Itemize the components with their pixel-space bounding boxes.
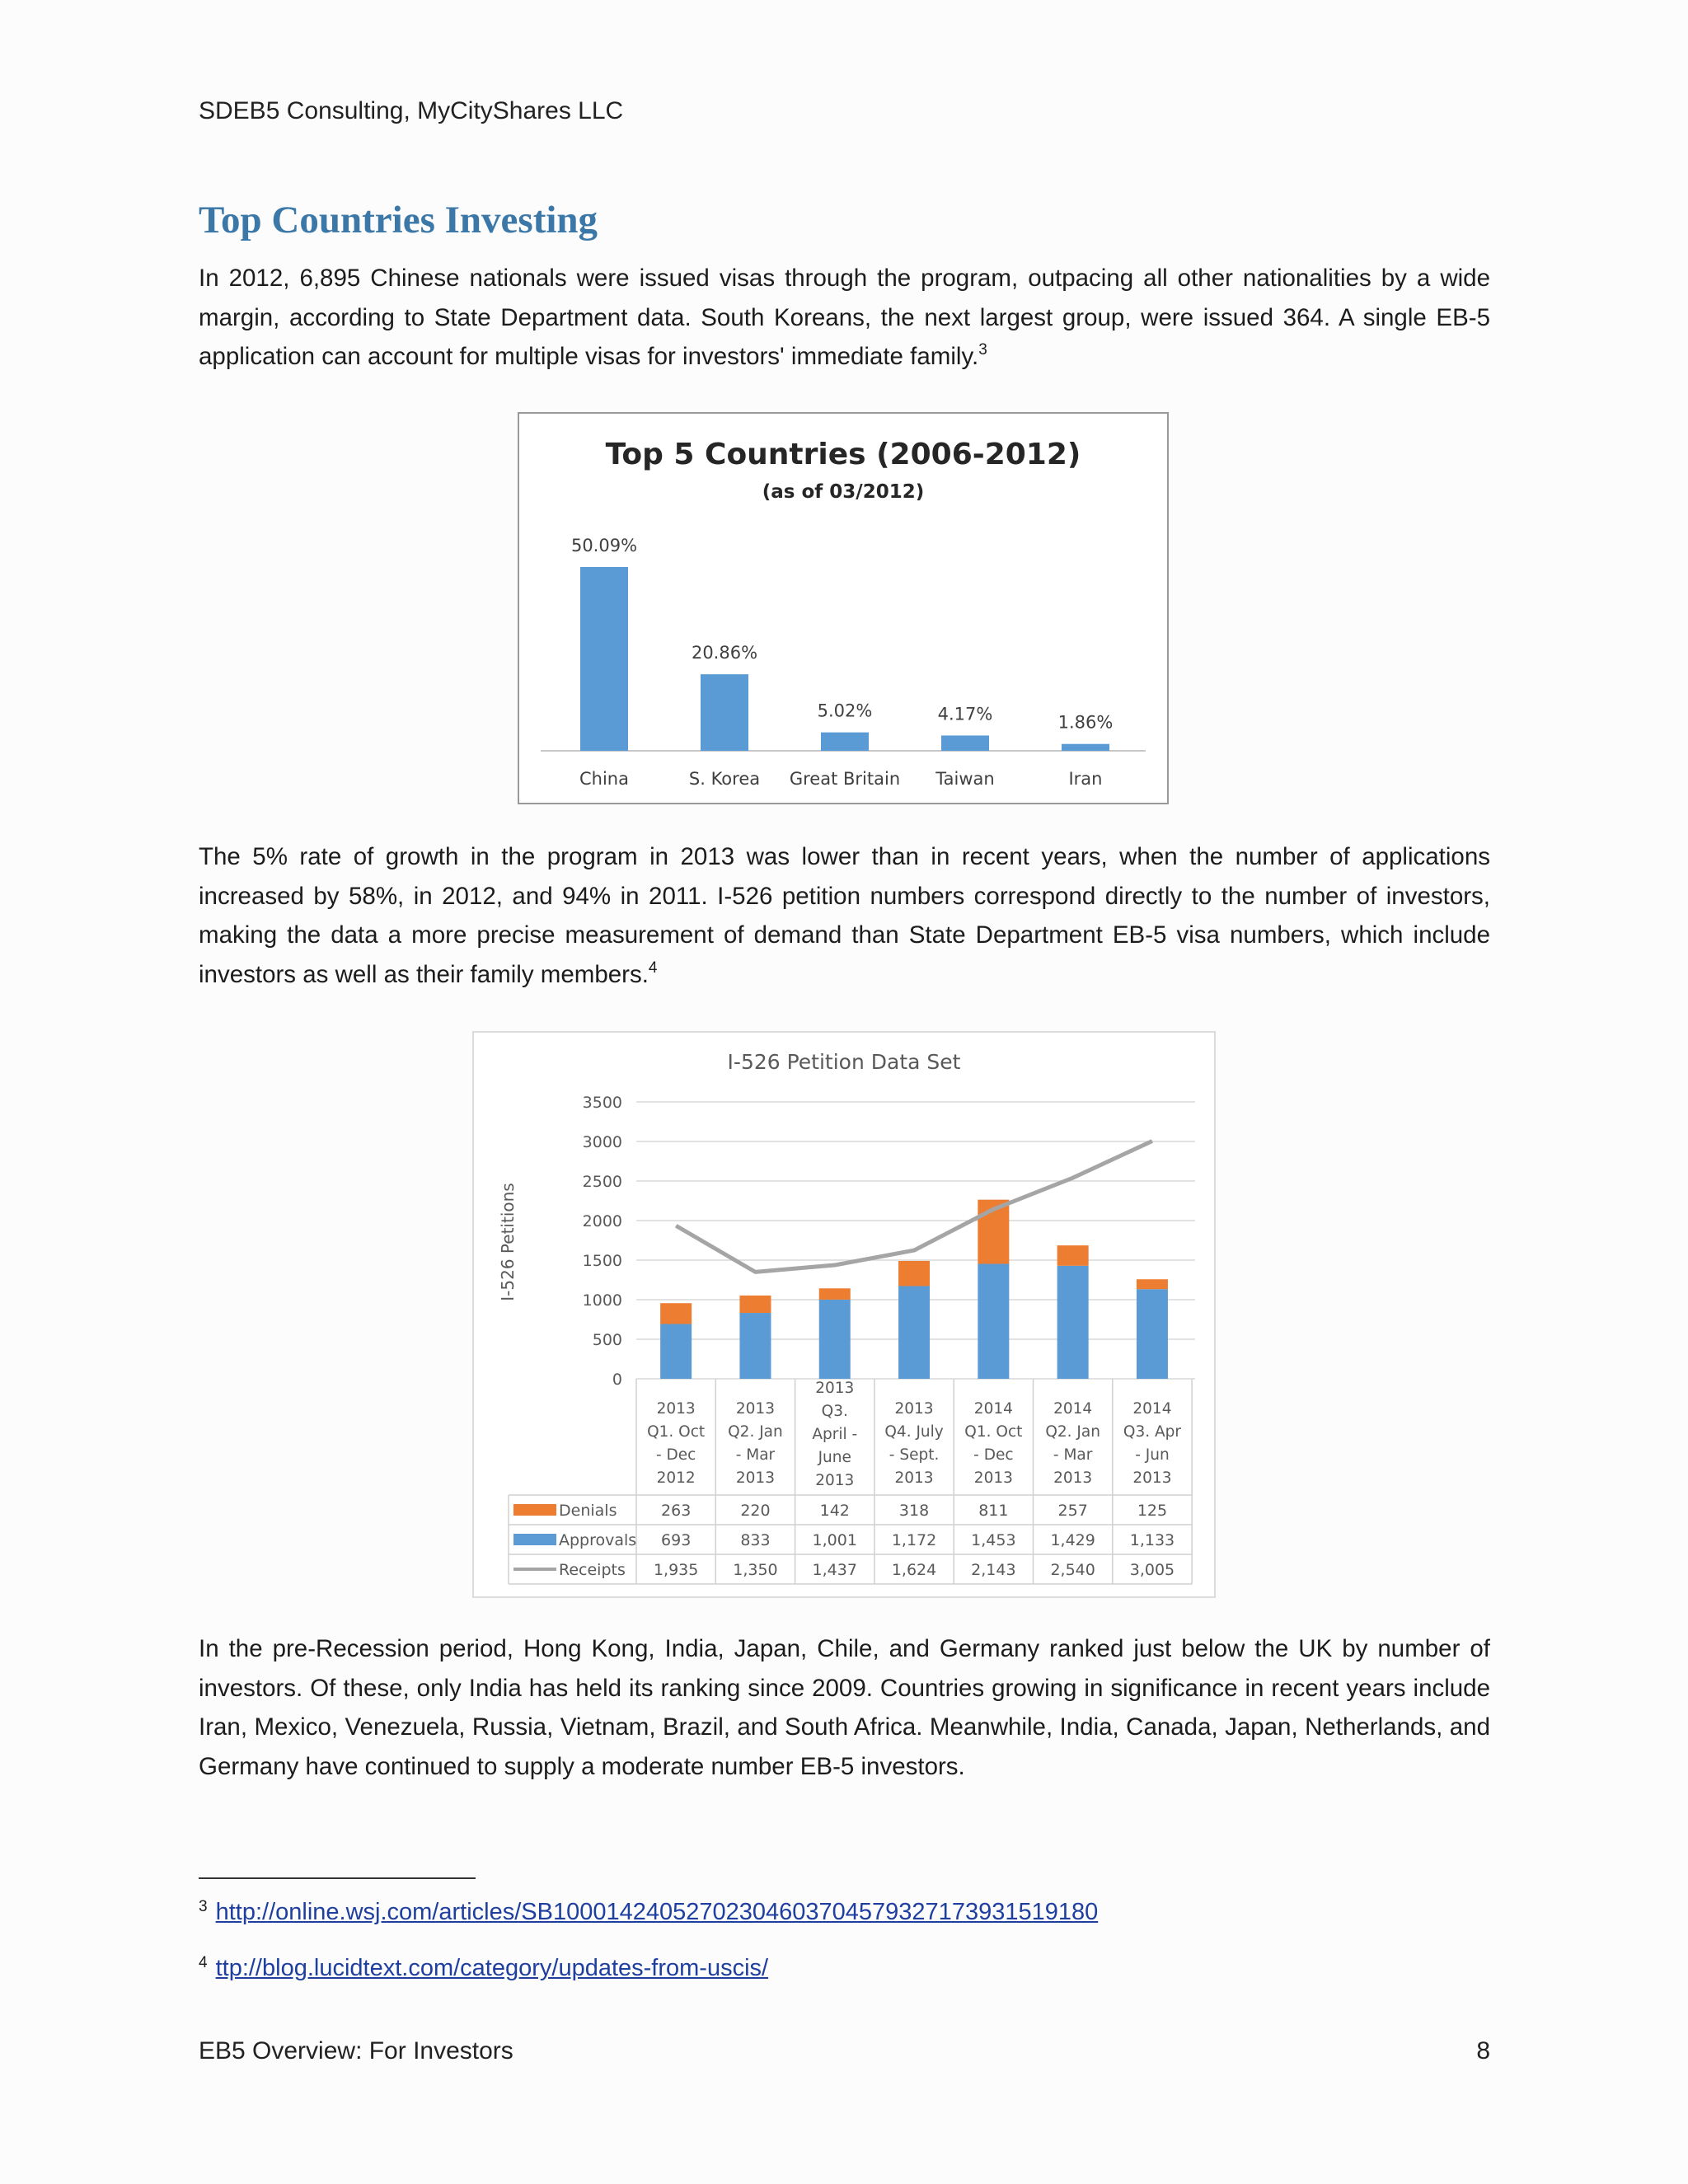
category-label: Q4. July (884, 1423, 944, 1441)
i526-chart-svg (472, 1031, 1216, 1598)
approvals-bar (978, 1264, 1009, 1379)
legend-label-denials: Denials (559, 1502, 617, 1520)
category-label: Q3. Apr (1123, 1423, 1182, 1441)
table-cell-receipts: 1,624 (891, 1561, 937, 1579)
running-header: SDEB5 Consulting, MyCityShares LLC (199, 97, 624, 124)
legend-swatch-approvals (513, 1534, 556, 1545)
legend-swatch-denials (513, 1504, 556, 1516)
category-label: S. Korea (688, 769, 761, 789)
y-tick-label: 2000 (582, 1212, 622, 1230)
category-label: - Jun (1135, 1446, 1170, 1464)
paragraph-top-countries (199, 259, 1490, 377)
paragraph-growth (199, 837, 1490, 994)
table-cell-denials: 257 (1057, 1502, 1088, 1520)
category-label: 2012 (656, 1469, 696, 1487)
table-cell-denials: 263 (661, 1502, 692, 1520)
bar-value-label: 50.09% (570, 536, 638, 555)
table-cell-approvals: 1,453 (971, 1531, 1016, 1549)
paragraph-text: In 2012, 6,895 Chinese nationals were issued visas through the program, outpacing all other nationalities by a wide margin, according to State Department data. South Koreans, the next largest group, were issued 364. A single EB-5 application can account for multiple visas for investors' immediate family. (199, 265, 1490, 370)
footnote-number: 3 (199, 1898, 208, 1915)
category-label: Q2. Jan (1045, 1423, 1100, 1441)
footnote-ref-3[interactable]: 3 (978, 341, 987, 359)
table-cell-denials: 811 (978, 1502, 1009, 1520)
paragraph-text: The 5% rate of growth in the program in 2013 was lower than in recent years, when the number of applications increased by 58%, in 2012, and 94% in 2011. I-526 petition numbers correspond directly to the number of investors, making the data a more precise measurement of demand than State Department EB-5 visa numbers, which include investors as well as their family members. (199, 843, 1490, 988)
category-label: April - (812, 1426, 858, 1443)
approvals-bar (1057, 1266, 1089, 1379)
y-tick-label: 2500 (582, 1173, 622, 1191)
denials-bar (739, 1296, 771, 1313)
denials-bar (819, 1288, 851, 1300)
category-label: - Mar (735, 1446, 776, 1464)
y-tick-label: 1000 (582, 1291, 622, 1310)
category-label: 2013 (1132, 1469, 1172, 1487)
table-cell-denials: 220 (740, 1502, 771, 1520)
category-label: - Dec (655, 1446, 696, 1464)
table-cell-receipts: 3,005 (1129, 1561, 1175, 1579)
table-cell-denials: 318 (898, 1502, 930, 1520)
category-label: - Dec (973, 1446, 1014, 1464)
approvals-bar (739, 1313, 771, 1379)
denials-bar (898, 1261, 930, 1286)
bar-china (580, 567, 628, 751)
top5-chart-svg (518, 412, 1169, 804)
category-label: China (579, 769, 629, 789)
table-cell-receipts: 1,935 (653, 1561, 699, 1579)
running-footer: EB5 Overview: For Investors (199, 2037, 513, 2064)
table-cell-approvals: 693 (661, 1531, 692, 1549)
table-cell-approvals: 1,429 (1050, 1531, 1095, 1549)
category-label: Q1. Oct (647, 1423, 706, 1441)
table-cell-receipts: 2,143 (971, 1561, 1016, 1579)
footnote-divider (199, 1877, 476, 1879)
table-cell-denials: 125 (1137, 1502, 1168, 1520)
approvals-bar (898, 1286, 930, 1379)
category-label: - Mar (1053, 1446, 1093, 1464)
y-tick-label: 3500 (582, 1094, 622, 1112)
bar-taiwan (941, 735, 989, 751)
legend-label-receipts: Receipts (559, 1561, 626, 1579)
y-tick-label: 0 (612, 1371, 622, 1389)
approvals-bar (660, 1324, 692, 1379)
category-label: 2013 (656, 1400, 696, 1418)
category-label: 2013 (894, 1469, 934, 1487)
category-label: Q2. Jan (728, 1423, 783, 1441)
table-cell-approvals: 1,001 (812, 1531, 857, 1549)
category-label: 2013 (735, 1400, 775, 1418)
category-label: 2014 (973, 1400, 1013, 1418)
bar-value-label: 4.17% (937, 704, 993, 724)
approvals-bar (1137, 1289, 1168, 1379)
page-number: 8 (1476, 2037, 1490, 2064)
bar-s-korea (701, 674, 748, 751)
legend-label-approvals: Approvals (559, 1531, 637, 1549)
category-label: 2013 (1053, 1469, 1093, 1487)
y-tick-label: 3000 (582, 1133, 622, 1151)
y-tick-label: 500 (592, 1331, 622, 1349)
footnote-number: 4 (199, 1954, 208, 1971)
bar-value-label: 20.86% (691, 643, 758, 663)
approvals-bar (819, 1300, 851, 1379)
bar-value-label: 1.86% (1057, 712, 1114, 733)
denials-bar (660, 1303, 692, 1324)
chart-subtitle: (as of 03/2012) (762, 481, 925, 503)
paragraph-rankings: In the pre-Recession period, Hong Kong, India, Japan, Chile, and Germany ranked just below the UK by number of investors. Of these, only India has held its ranking since 2009. Countries growing in significance in recent years include Iran, Mexico, Venezuela, Russia, Vietnam, Brazil, and South Africa. Meanwhile, India, Canada, Japan, Netherlands, and Germany have continued to supply a moderate number EB-5 investors. (199, 1635, 1490, 1780)
category-label: 2013 (815, 1380, 855, 1397)
table-cell-approvals: 1,133 (1129, 1531, 1175, 1549)
footnote-link[interactable]: ttp://blog.lucidtext.com/category/updates-from-uscis/ (215, 1955, 769, 1981)
category-label: Q1. Oct (964, 1423, 1023, 1441)
table-cell-receipts: 1,350 (733, 1561, 778, 1579)
category-label: 2013 (815, 1472, 855, 1489)
category-label: 2014 (1053, 1400, 1093, 1418)
denials-bar (1057, 1245, 1089, 1266)
bar-value-label: 5.02% (817, 701, 873, 721)
table-cell-denials: 142 (819, 1502, 850, 1520)
i526-petition-chart (472, 1031, 1216, 1598)
category-label: June (818, 1449, 851, 1466)
chart-title: Top 5 Countries (2006-2012) (605, 438, 1081, 471)
footnote-link[interactable]: http://online.wsj.com/articles/SB10001424052702304603704579327173931519180 (215, 1899, 1099, 1925)
footnote-4 (199, 1954, 768, 1982)
table-cell-receipts: 1,437 (812, 1561, 857, 1579)
category-label: 2014 (1132, 1400, 1172, 1418)
category-label: Great Britain (789, 769, 901, 789)
category-label: Taiwan (935, 769, 995, 789)
table-cell-receipts: 2,540 (1050, 1561, 1095, 1579)
bar-iran (1062, 744, 1109, 751)
y-tick-label: 1500 (582, 1252, 622, 1270)
section-title: Top Countries Investing (199, 199, 598, 241)
footnote-3 (199, 1898, 1098, 1926)
category-label: 2013 (735, 1469, 775, 1487)
category-label: Iran (1068, 769, 1103, 789)
category-label: 2013 (973, 1469, 1013, 1487)
table-cell-approvals: 833 (740, 1531, 771, 1549)
denials-bar (1137, 1279, 1168, 1289)
footnote-ref-4[interactable]: 4 (648, 958, 658, 977)
chart-title: I-526 Petition Data Set (727, 1050, 961, 1074)
category-label: - Sept. (889, 1446, 940, 1464)
category-label: Q3. (821, 1403, 848, 1420)
category-label: 2013 (894, 1400, 934, 1418)
top5-countries-chart (518, 412, 1169, 804)
y-axis-label: I-526 Petitions (498, 1183, 518, 1301)
table-cell-approvals: 1,172 (891, 1531, 937, 1549)
bar-great-britain (821, 733, 869, 751)
